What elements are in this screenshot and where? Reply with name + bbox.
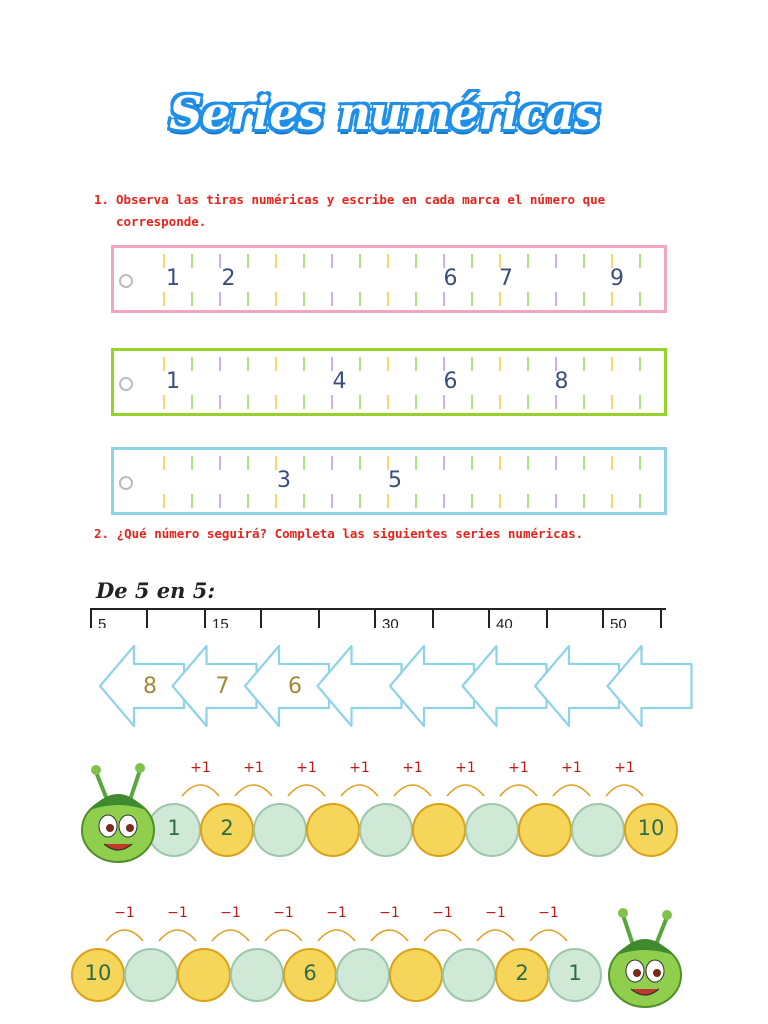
strip-number: 5 [388,468,402,493]
step-arc [318,930,355,941]
strip-number: 1 [166,369,180,394]
caterpillar-down [60,905,710,1020]
step-arc [553,785,590,796]
caterpillar-ball-number: 2 [515,961,529,985]
series-5-heading: De 5 en 5: [96,578,216,603]
series-5-cell: 50 [604,610,662,628]
step-arc [606,785,643,796]
arrow-number: 8 [143,674,157,699]
step-arc [394,785,431,796]
strip-number: 8 [554,369,569,394]
step-arc [235,785,272,796]
step-arc [288,785,325,796]
page-title: Series numéricas [169,86,599,140]
series-5-cell: 30 [376,610,434,628]
number-strip [111,245,667,313]
caterpillar-ball-number: 10 [637,816,665,840]
caterpillar-ball-number: 1 [167,816,181,840]
caterpillar-ball [413,804,465,856]
series-5-cell: 5 [92,610,148,628]
strip-number: 3 [277,468,291,493]
step-arc [106,930,143,941]
series-5-cell: 15 [206,610,262,628]
step-label: −1 [273,905,294,921]
step-arc [159,930,196,941]
step-label: +1 [614,760,635,776]
strip-number: 6 [443,266,458,291]
step-arc [341,785,378,796]
strip-number: 4 [332,369,347,394]
caterpillar-ball-number: 2 [220,816,234,840]
exercise-1-number: 1. [94,192,110,207]
step-label: −1 [432,905,453,921]
step-label: −1 [220,905,241,921]
step-label: +1 [402,760,423,776]
step-arc [265,930,302,941]
strip-hole-icon [120,378,132,390]
step-label: +1 [561,760,582,776]
step-label: −1 [167,905,188,921]
series-5-table [90,608,666,628]
series-5-cell [320,610,376,628]
series-5-cell: 40 [490,610,548,628]
caterpillar-ball [390,949,442,1001]
step-arc [182,785,219,796]
number-strip [111,348,667,416]
caterpillar-ball [443,949,495,1001]
caterpillar-ball-number: 1 [568,961,582,985]
step-arc [530,930,567,941]
arrow-series [96,640,696,732]
caterpillar-ball [519,804,571,856]
caterpillar-ball [178,949,230,1001]
step-arc [424,930,461,941]
arrow-number: 7 [215,674,230,699]
strip-hole-icon [120,275,132,287]
exercise-1-text-line1: Observa las tiras numéricas y escribe en cada marca el número que [116,192,606,207]
step-label: +1 [349,760,370,776]
series-5-cell [148,610,206,628]
series-5-cell [434,610,490,628]
exercise-1-instruction [94,189,696,233]
strip-number: 1 [166,266,180,291]
step-label: +1 [508,760,529,776]
arrow-number: 6 [288,674,302,699]
strip-number: 6 [443,369,458,394]
number-strip [111,447,667,515]
step-label: −1 [114,905,135,921]
step-arc [212,930,249,941]
caterpillar-head-icon [609,908,681,1007]
step-label: +1 [455,760,476,776]
strip-number: 2 [221,266,236,291]
step-arc [447,785,484,796]
strip-hole-icon [120,477,132,489]
step-label: −1 [485,905,506,921]
caterpillar-ball [360,804,412,856]
caterpillar-ball [231,949,283,1001]
step-label: −1 [538,905,559,921]
step-label: +1 [296,760,317,776]
exercise-2-instruction: 2. ¿Qué número seguirá? Completa las siguientes series numéricas. [94,526,584,541]
strip-number: 9 [610,266,624,291]
step-arc [371,930,408,941]
caterpillar-ball [254,804,306,856]
caterpillar-head-icon [82,763,154,862]
step-arc [477,930,514,941]
step-label: +1 [190,760,211,776]
step-label: −1 [326,905,347,921]
strip-ticks [114,248,664,310]
exercise-1-text-line2: corresponde. [116,214,207,229]
arrow-left-icon [608,646,692,726]
step-label: +1 [243,760,264,776]
step-arc [500,785,537,796]
caterpillar-ball-number: 10 [84,961,112,985]
caterpillar-ball [307,804,359,856]
series-5-cell [262,610,320,628]
caterpillar-ball [125,949,177,1001]
strip-ticks [114,351,664,413]
caterpillar-ball [337,949,389,1001]
step-label: −1 [379,905,400,921]
caterpillar-ball-number: 6 [303,961,317,985]
caterpillar-ball [466,804,518,856]
strip-number: 7 [499,266,513,291]
caterpillar-ball [572,804,624,856]
series-5-cell [548,610,604,628]
